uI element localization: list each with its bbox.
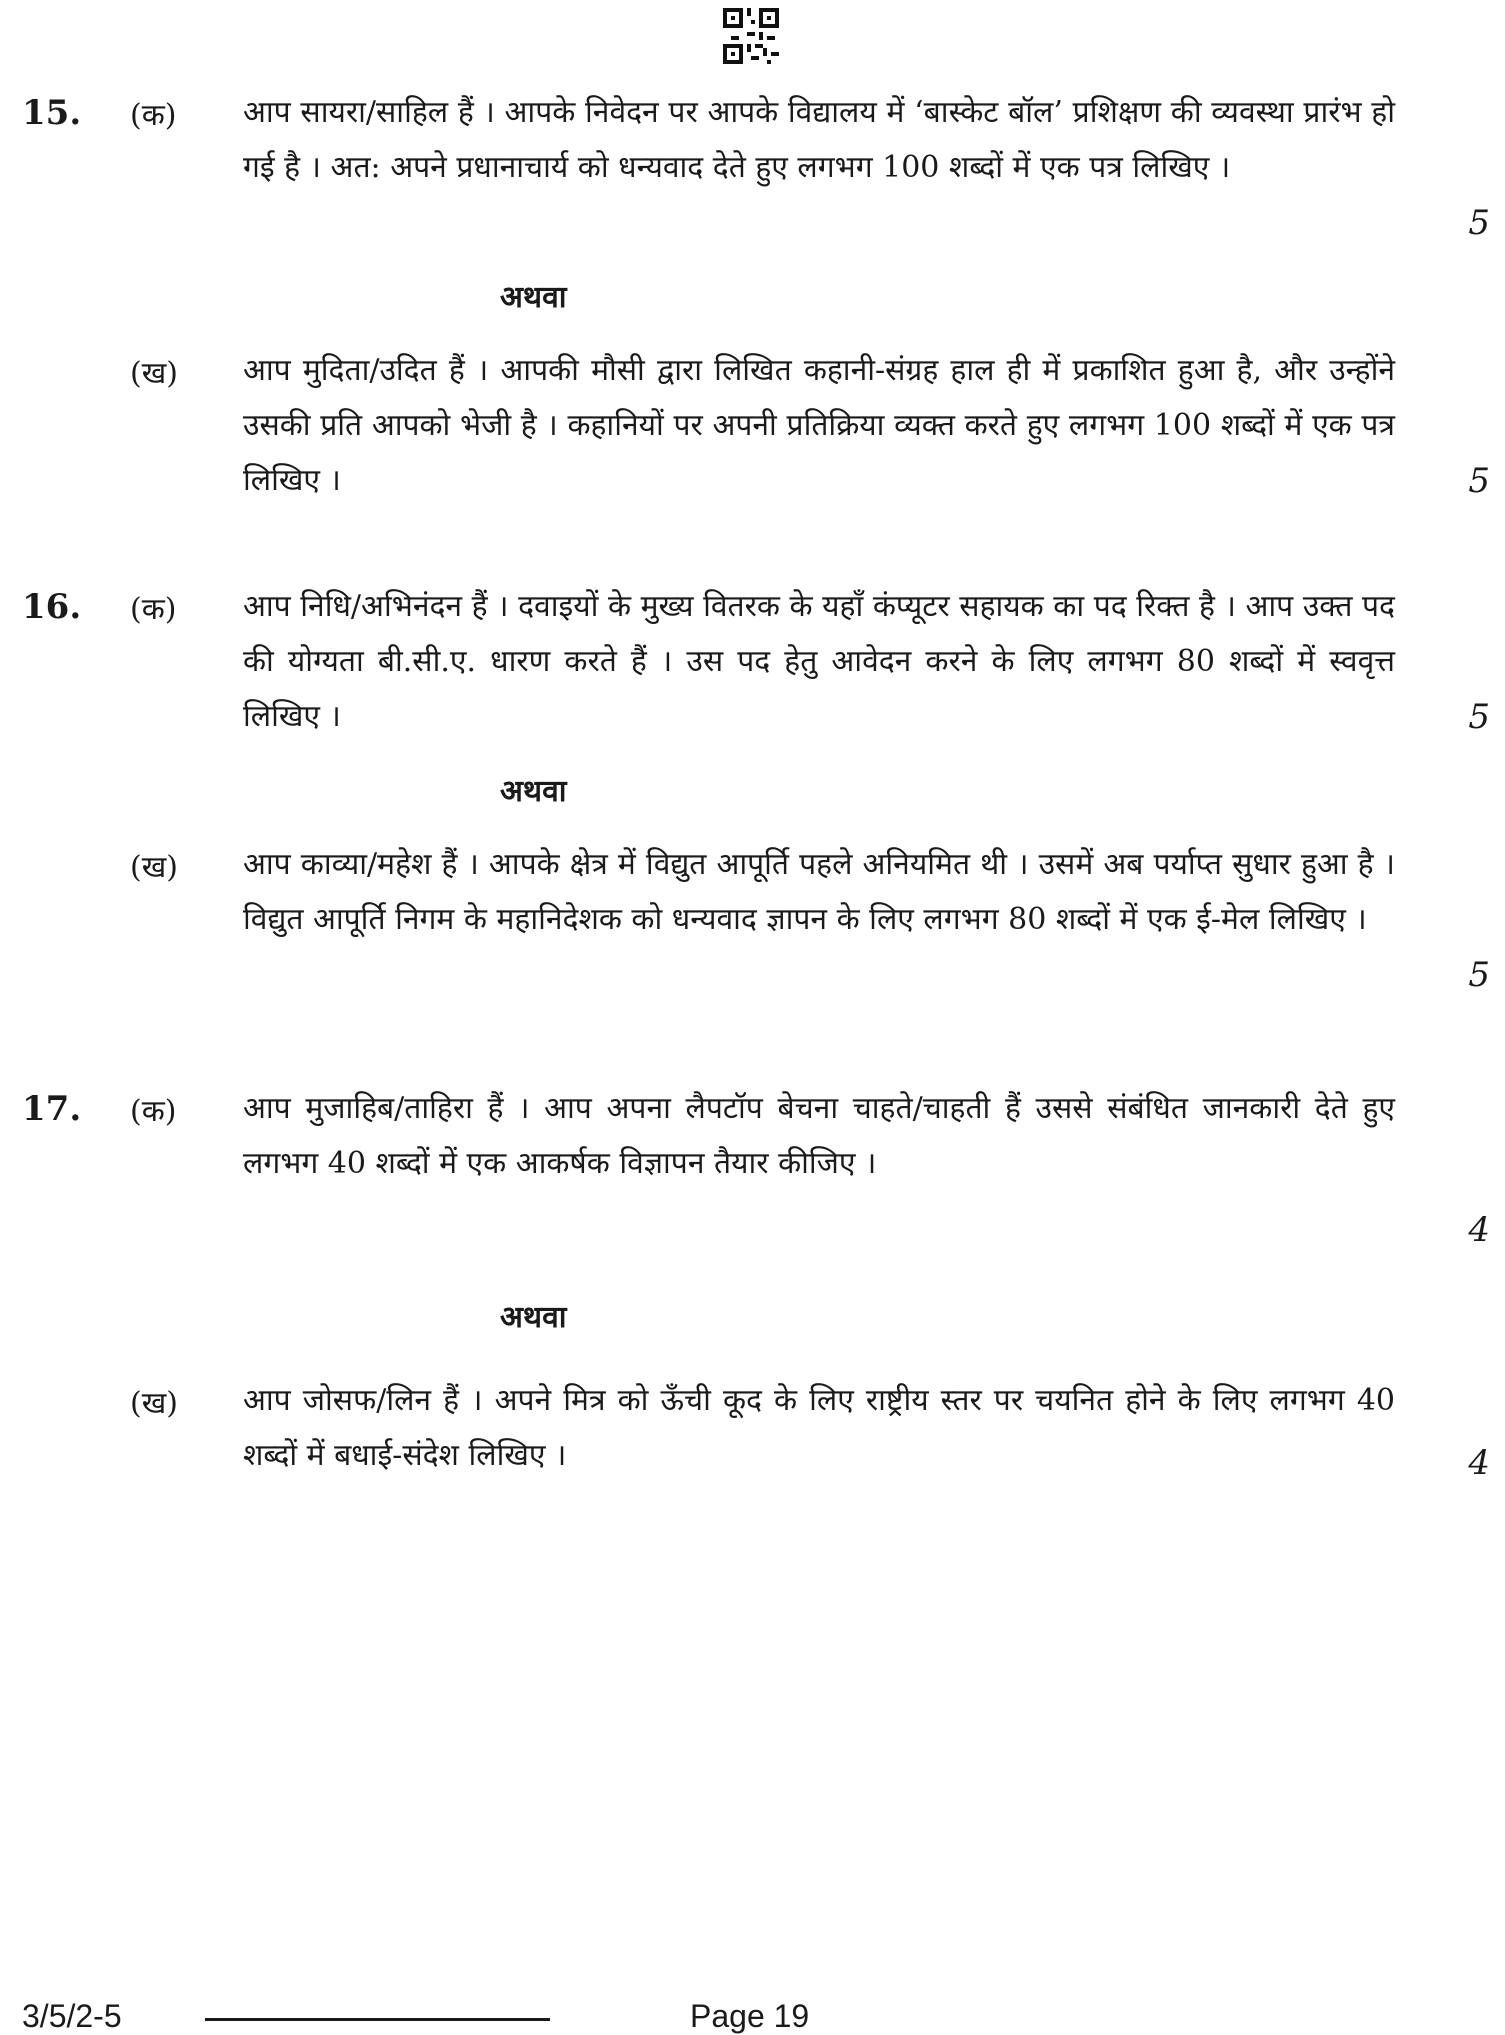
marks: 5 [1468, 697, 1490, 737]
question-text: आप जोसफ/लिन हैं । अपने मित्र को ऊँची कूद के लिए राष्ट्रीय स्तर पर चयनित होने के लिए लगभग 40 शब्दों में बधाई-संदेश लिखिए । [243, 1383, 1395, 1473]
or-separator: अथवा [500, 1300, 567, 1335]
option-label: (क) [130, 98, 177, 133]
marks: 4 [1468, 1210, 1490, 1250]
marks: 5 [1468, 461, 1490, 501]
paper-code: 3/5/2-5 [22, 1998, 122, 2034]
footer-rule [205, 2018, 550, 2021]
question-number: 16. [22, 587, 82, 627]
question-number: 17. [22, 1089, 82, 1129]
marks: 4 [1468, 1443, 1490, 1483]
qr-code [723, 8, 779, 64]
question-text: आप निधि/अभिनंदन हैं । दवाइयों के मुख्य वितरक के यहाँ कंप्यूटर सहायक का पद रिक्त है । आप उक्त पद की योग्यता बी.सी.ए. धारण करते हैं । उस पद हेतु आवेदन करने के लिए लगभग 80 शब्दों में स्ववृत्त लिखिए । [243, 589, 1395, 734]
marks: 5 [1468, 203, 1490, 243]
option-label: (क) [130, 1094, 177, 1129]
question-text: आप मुजाहिब/ताहिरा हैं । आप अपना लैपटॉप बेचना चाहते/चाहती हैं उससे संबंधित जानकारी देते हुए लगभग 40 शब्दों में एक आकर्षक विज्ञापन तैयार कीजिए । [243, 1091, 1395, 1181]
marks: 5 [1468, 955, 1490, 995]
option-label: (ख) [130, 356, 178, 391]
or-separator: अथवा [500, 280, 567, 315]
question-text: आप सायरा/साहिल हैं । आपके निवेदन पर आपके विद्यालय में ‘बास्केट बॉल’ प्रशिक्षण की व्यवस्था प्रारंभ हो गई है । अत: अपने प्रधानाचार्य को धन्यवाद देते हुए लगभग 100 शब्दों में एक पत्र लिखिए । [243, 95, 1395, 185]
option-label: (क) [130, 592, 177, 627]
option-label: (ख) [130, 850, 178, 885]
question-number: 15. [22, 93, 82, 133]
page-number: Page 19 [690, 1998, 810, 2034]
question-text: आप काव्या/महेश हैं । आपके क्षेत्र में विद्युत आपूर्ति पहले अनियमित थी । उसमें अब पर्याप्त सुधार हुआ है । विद्युत आपूर्ति निगम के महानिदेशक को धन्यवाद ज्ञापन के लिए लगभग 80 शब्दों में एक ई-मेल लिखिए । [243, 847, 1395, 937]
question-text: आप मुदिता/उदित हैं । आपकी मौसी द्वारा लिखित कहानी-संग्रह हाल ही में प्रकाशित हुआ है, और उन्होंने उसकी प्रति आपको भेजी है । कहानियों पर अपनी प्रतिक्रिया व्यक्त करते हुए लगभग 100 शब्दों में एक पत्र लिखिए । [243, 353, 1395, 498]
option-label: (ख) [130, 1386, 178, 1421]
or-separator: अथवा [500, 774, 567, 809]
